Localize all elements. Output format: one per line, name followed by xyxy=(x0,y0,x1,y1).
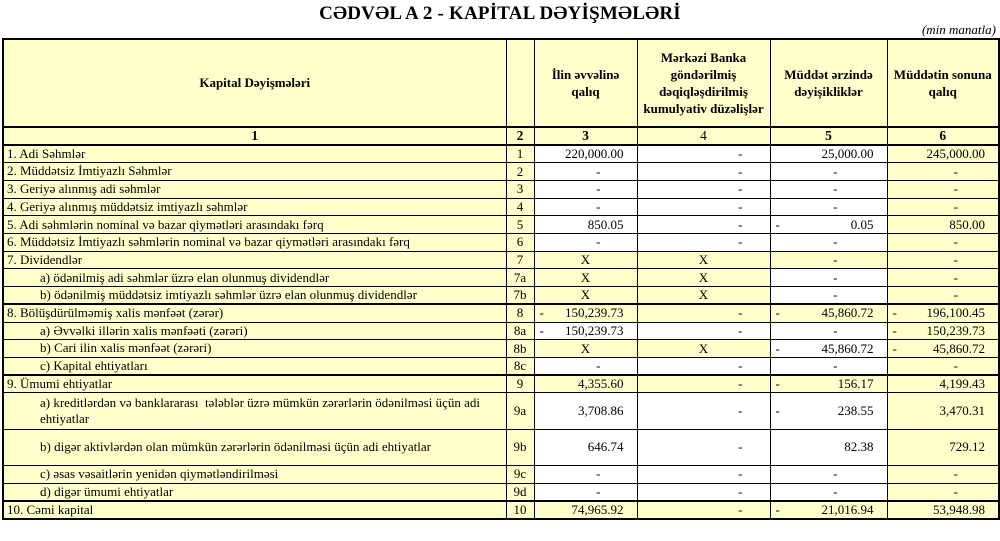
value-cell xyxy=(887,429,999,465)
column-index-5: 5 xyxy=(770,127,887,145)
row-code: 8c xyxy=(506,357,534,375)
cell-value: - xyxy=(953,269,958,285)
negative-sign: - xyxy=(775,305,780,321)
header-kumulyativ-duzelisler: Mərkəzi Banka göndərilmiş dəqiqləşdirilmiş kumulyativ düzəlişlər xyxy=(637,39,770,127)
cell-value: - xyxy=(738,322,743,338)
cell-value: 53,948.98 xyxy=(933,502,985,518)
cell-value: 156.17 xyxy=(837,376,874,392)
value-cell xyxy=(534,429,637,465)
cell-value: - xyxy=(953,252,958,268)
cell-value: - xyxy=(833,181,838,197)
row-label: a) kreditlərdən və banklararası tələblər üzrə mümkün zərərlərin ödənilməsi üçün adi ehtiyatlar xyxy=(3,393,506,429)
cell-value: 25,000.00 xyxy=(821,146,874,162)
cell-value: - xyxy=(738,403,743,419)
table-row xyxy=(3,466,999,484)
empty-value-cell xyxy=(637,304,770,322)
empty-value-cell xyxy=(887,357,999,375)
empty-value-cell xyxy=(534,357,637,375)
negative-sign: - xyxy=(539,322,544,338)
row-label: d) digər ümumi ehtiyatlar xyxy=(3,483,506,501)
cell-value: 45,860.72 xyxy=(821,305,874,321)
cell-value: - xyxy=(833,466,838,482)
row-code: 5 xyxy=(506,216,534,234)
value-cell xyxy=(770,429,887,465)
cell-value: 850.00 xyxy=(949,216,985,232)
value-cell xyxy=(770,304,887,322)
value-cell xyxy=(534,501,637,519)
page-title: CƏDVƏL A 2 - KAPİTAL DƏYİŞMƏLƏRİ xyxy=(319,3,681,24)
cell-value: - xyxy=(953,483,958,499)
cell-value: - xyxy=(833,322,838,338)
cell-value: X xyxy=(580,269,591,285)
table-row xyxy=(3,483,999,501)
column-index-6: 6 xyxy=(887,127,999,145)
value-cell xyxy=(887,375,999,393)
not-applicable-cell xyxy=(534,251,637,269)
column-index-2: 2 xyxy=(506,127,534,145)
cell-value: - xyxy=(953,358,958,374)
cell-value: - xyxy=(953,287,958,303)
cell-value: 196,100.45 xyxy=(926,305,985,321)
empty-value-cell xyxy=(637,393,770,429)
cell-value: 850.05 xyxy=(587,216,624,232)
negative-sign: - xyxy=(775,216,780,232)
column-index-3: 3 xyxy=(534,127,637,145)
cell-value: - xyxy=(738,439,743,455)
empty-value-cell xyxy=(887,287,999,305)
cell-value: - xyxy=(833,163,838,179)
row-code: 8 xyxy=(506,304,534,322)
value-cell xyxy=(887,216,999,234)
row-code: 9 xyxy=(506,375,534,393)
empty-value-cell xyxy=(637,145,770,163)
cell-value: 21,016.94 xyxy=(821,502,874,518)
value-cell xyxy=(534,375,637,393)
not-applicable-cell xyxy=(534,269,637,287)
value-cell xyxy=(534,145,637,163)
table-row xyxy=(3,145,999,163)
cell-value: X xyxy=(698,252,709,268)
cell-value: X xyxy=(580,252,591,268)
cell-value: 150,239.73 xyxy=(926,322,985,338)
row-label: b) digər aktivlərdən olan mümkün zərərlərin ödənilməsi üçün adi ehtiyatlar xyxy=(3,429,506,465)
cell-value: - xyxy=(833,234,838,250)
table-row xyxy=(3,163,999,181)
cell-value: - xyxy=(596,181,601,197)
row-label: 10. Cəmi kapital xyxy=(3,501,506,519)
table-row xyxy=(3,234,999,252)
value-cell xyxy=(770,375,887,393)
header-muddetin-sonuna-qaliq: Müddətin sonuna qalıq xyxy=(887,39,999,127)
cell-value: X xyxy=(580,340,591,356)
column-index-row xyxy=(3,127,999,145)
row-code: 6 xyxy=(506,234,534,252)
empty-value-cell xyxy=(770,234,887,252)
value-cell xyxy=(887,322,999,340)
value-cell xyxy=(770,216,887,234)
empty-value-cell xyxy=(534,234,637,252)
column-index-4: 4 xyxy=(637,127,770,145)
empty-value-cell xyxy=(770,163,887,181)
cell-value: 220,000.00 xyxy=(565,146,624,162)
cell-value: 45,860.72 xyxy=(821,340,874,356)
cell-value: - xyxy=(596,466,601,482)
table-row xyxy=(3,393,999,429)
table-row xyxy=(3,198,999,216)
cell-value: - xyxy=(953,198,958,214)
not-applicable-cell xyxy=(637,251,770,269)
empty-value-cell xyxy=(770,357,887,375)
empty-value-cell xyxy=(770,466,887,484)
cell-value: 74,965.92 xyxy=(571,502,624,518)
value-cell xyxy=(887,304,999,322)
negative-sign: - xyxy=(775,502,780,518)
table-body xyxy=(3,145,999,519)
cell-value: 45,860.72 xyxy=(933,340,985,356)
header-mudder-erzinde-deyisiklikler: Müddət ərzində dəyişikliklər xyxy=(770,39,887,127)
cell-value: 238.55 xyxy=(837,403,874,419)
value-cell xyxy=(534,322,637,340)
row-label: b) Cari ilin xalis mənfəət (zərəri) xyxy=(3,340,506,358)
row-label: 1. Adi Səhmlər xyxy=(3,145,506,163)
value-cell xyxy=(887,501,999,519)
not-applicable-cell xyxy=(534,340,637,358)
row-label: 9. Ümumi ehtiyatlar xyxy=(3,375,506,393)
cell-value: 150,239.73 xyxy=(565,322,624,338)
cell-value: - xyxy=(596,198,601,214)
row-code: 9c xyxy=(506,466,534,484)
not-applicable-cell xyxy=(637,287,770,305)
cell-value: 82.38 xyxy=(844,439,874,455)
row-label: 3. Geriyə alınmış adi səhmlər xyxy=(3,180,506,198)
empty-value-cell xyxy=(637,429,770,465)
empty-value-cell xyxy=(637,322,770,340)
value-cell xyxy=(770,340,887,358)
table-row xyxy=(3,375,999,393)
row-code: 8a xyxy=(506,322,534,340)
empty-value-cell xyxy=(534,180,637,198)
table-header-row xyxy=(3,39,999,127)
cell-value: - xyxy=(738,483,743,499)
cell-value: - xyxy=(596,358,601,374)
table-row xyxy=(3,287,999,305)
table-row xyxy=(3,269,999,287)
capital-changes-table xyxy=(2,38,1000,520)
cell-value: 0.05 xyxy=(850,216,874,232)
row-code: 8b xyxy=(506,340,534,358)
empty-value-cell xyxy=(887,251,999,269)
row-label: 6. Müddətsiz İmtiyazlı səhmlərin nominal və bazar qiymətləri arasındakı fərq xyxy=(3,234,506,252)
row-code: 9b xyxy=(506,429,534,465)
empty-value-cell xyxy=(534,163,637,181)
empty-value-cell xyxy=(637,466,770,484)
cell-value: - xyxy=(738,216,743,232)
value-cell xyxy=(887,393,999,429)
empty-value-cell xyxy=(637,357,770,375)
empty-value-cell xyxy=(637,163,770,181)
header-empty-cell xyxy=(506,39,534,127)
cell-value: 729.12 xyxy=(949,439,985,455)
cell-value: - xyxy=(738,466,743,482)
row-code: 7b xyxy=(506,287,534,305)
negative-sign: - xyxy=(539,305,544,321)
row-code: 2 xyxy=(506,163,534,181)
cell-value: 245,000.00 xyxy=(926,146,985,162)
cell-value: - xyxy=(738,146,743,162)
row-label: a) Əvvəlki illərin xalis mənfəəti (zərəri) xyxy=(3,322,506,340)
table-row xyxy=(3,501,999,519)
cell-value: 646.74 xyxy=(587,439,624,455)
negative-sign: - xyxy=(775,376,780,392)
header-ilin-evveline-qaliq: İlin əvvəlinə qalıq xyxy=(534,39,637,127)
empty-value-cell xyxy=(637,483,770,501)
table-row xyxy=(3,357,999,375)
cell-value: - xyxy=(953,181,958,197)
empty-value-cell xyxy=(637,234,770,252)
negative-sign: - xyxy=(892,340,897,356)
value-cell xyxy=(534,304,637,322)
empty-value-cell xyxy=(887,483,999,501)
cell-value: - xyxy=(833,252,838,268)
row-label: 8. Bölüşdürülməmiş xalis mənfəət (zərər) xyxy=(3,304,506,322)
value-cell xyxy=(534,216,637,234)
cell-value: - xyxy=(596,483,601,499)
cell-value: - xyxy=(738,358,743,374)
empty-value-cell xyxy=(770,198,887,216)
cell-value: - xyxy=(738,181,743,197)
cell-value: - xyxy=(738,163,743,179)
cell-value: X xyxy=(698,269,709,285)
cell-value: - xyxy=(738,198,743,214)
row-code: 9d xyxy=(506,483,534,501)
value-cell xyxy=(534,393,637,429)
cell-value: 150,239.73 xyxy=(565,305,624,321)
empty-value-cell xyxy=(887,269,999,287)
cell-value: - xyxy=(833,358,838,374)
unit-note: (min manatla) xyxy=(921,22,996,37)
not-applicable-cell xyxy=(637,340,770,358)
empty-value-cell xyxy=(887,234,999,252)
empty-value-cell xyxy=(887,198,999,216)
table-row xyxy=(3,340,999,358)
row-label: a) ödənilmiş adi səhmlər üzrə elan olunmuş dividendlər xyxy=(3,269,506,287)
negative-sign: - xyxy=(892,305,897,321)
cell-value: - xyxy=(738,234,743,250)
column-index-1: 1 xyxy=(3,127,506,145)
value-cell xyxy=(770,501,887,519)
empty-value-cell xyxy=(637,501,770,519)
table-row xyxy=(3,180,999,198)
empty-value-cell xyxy=(637,375,770,393)
empty-value-cell xyxy=(770,287,887,305)
cell-value: - xyxy=(833,287,838,303)
cell-value: - xyxy=(833,269,838,285)
row-code: 4 xyxy=(506,198,534,216)
empty-value-cell xyxy=(637,180,770,198)
not-applicable-cell xyxy=(637,269,770,287)
empty-value-cell xyxy=(770,322,887,340)
empty-value-cell xyxy=(887,163,999,181)
cell-value: - xyxy=(953,163,958,179)
row-label: 4. Geriyə alınmış müddətsiz imtiyazlı səhmlər xyxy=(3,198,506,216)
empty-value-cell xyxy=(887,180,999,198)
empty-value-cell xyxy=(534,466,637,484)
row-label: 7. Dividendlər xyxy=(3,251,506,269)
cell-value: - xyxy=(833,483,838,499)
row-code: 7a xyxy=(506,269,534,287)
cell-value: - xyxy=(738,305,743,321)
row-code: 9a xyxy=(506,393,534,429)
empty-value-cell xyxy=(770,251,887,269)
row-label: b) ödənilmiş müddətsiz imtiyazlı səhmlər üzrə elan olunmuş dividendlər xyxy=(3,287,506,305)
empty-value-cell xyxy=(887,466,999,484)
row-code: 1 xyxy=(506,145,534,163)
empty-value-cell xyxy=(637,198,770,216)
cell-value: - xyxy=(833,198,838,214)
cell-value: 4,355.60 xyxy=(578,376,624,392)
cell-value: X xyxy=(580,287,591,303)
not-applicable-cell xyxy=(534,287,637,305)
empty-value-cell xyxy=(770,269,887,287)
row-code: 10 xyxy=(506,501,534,519)
cell-value: X xyxy=(698,340,709,356)
row-label: c) Kapital ehtiyatları xyxy=(3,357,506,375)
cell-value: 3,708.86 xyxy=(578,403,624,419)
value-cell xyxy=(887,145,999,163)
table-row xyxy=(3,304,999,322)
row-label: 2. Müddətsiz İmtiyazlı Səhmlər xyxy=(3,163,506,181)
empty-value-cell xyxy=(770,483,887,501)
table-row xyxy=(3,251,999,269)
cell-value: - xyxy=(596,163,601,179)
cell-value: - xyxy=(738,502,743,518)
negative-sign: - xyxy=(775,340,780,356)
value-cell xyxy=(770,145,887,163)
table-row xyxy=(3,429,999,465)
value-cell xyxy=(770,393,887,429)
empty-value-cell xyxy=(534,483,637,501)
cell-value: - xyxy=(953,466,958,482)
cell-value: - xyxy=(953,234,958,250)
negative-sign: - xyxy=(892,322,897,338)
negative-sign: - xyxy=(775,403,780,419)
header-kapital-deyismeleri: Kapital Dəyişmələri xyxy=(3,39,506,127)
empty-value-cell xyxy=(637,216,770,234)
empty-value-cell xyxy=(534,198,637,216)
table-row xyxy=(3,216,999,234)
cell-value: - xyxy=(596,234,601,250)
cell-value: 3,470.31 xyxy=(939,403,985,419)
row-code: 7 xyxy=(506,251,534,269)
value-cell xyxy=(887,340,999,358)
row-code: 3 xyxy=(506,180,534,198)
empty-value-cell xyxy=(770,180,887,198)
row-label: c) əsas vəsaitlərin yenidən qiymətləndirilməsi xyxy=(3,466,506,484)
table-row xyxy=(3,322,999,340)
cell-value: X xyxy=(698,287,709,303)
cell-value: 4,199.43 xyxy=(939,376,985,392)
cell-value: - xyxy=(738,376,743,392)
row-label: 5. Adi səhmlərin nominal və bazar qiymətləri arasındakı fərq xyxy=(3,216,506,234)
